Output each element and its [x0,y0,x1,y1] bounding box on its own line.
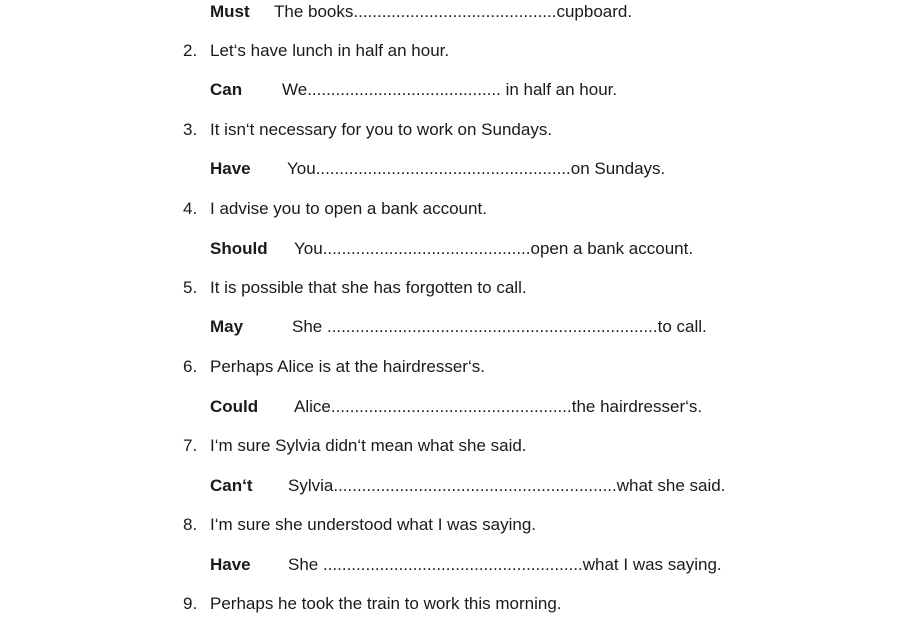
original-sentence: I advise you to open a bank account. [210,199,487,218]
item-number: 3. [183,120,198,139]
gap-fill-sentence: She .......................................................what I was saying. [288,555,722,574]
item-number: 8. [183,515,198,534]
modal-keyword: Can [210,80,243,99]
modal-keyword: Should [210,239,268,258]
original-sentence: It isn‘t necessary for you to work on Sundays. [210,120,553,139]
original-sentence: It is possible that she has forgotten to call. [210,278,527,297]
gap-fill-sentence: She ......................................................................to call. [292,317,707,336]
gap-fill-sentence: The books...........................................cupboard. [274,2,633,21]
gap-fill-sentence: You............................................open a bank account. [294,239,694,258]
gap-fill-sentence: You......................................................on Sundays. [287,159,666,178]
modal-keyword: Must [210,2,250,21]
original-sentence: I‘m sure Sylvia didn‘t mean what she said. [210,436,527,455]
gap-fill-sentence: Sylvia............................................................what she said. [288,476,726,495]
modal-keyword: Could [210,397,259,416]
item-number: 2. [183,41,198,60]
item-number: 5. [183,278,198,297]
original-sentence: I‘m sure she understood what I was saying. [210,515,536,534]
modal-keyword: Can‘t [210,476,253,495]
item-number: 7. [183,436,198,455]
original-sentence: Perhaps he took the train to work this morning. [210,594,562,613]
modal-keyword: May [210,317,244,336]
item-number: 4. [183,199,198,218]
modal-keyword: Have [210,159,251,178]
gap-fill-sentence: We......................................... in half an hour. [282,80,618,99]
gap-fill-sentence: Alice...................................................the hairdresser‘s. [294,397,703,416]
modal-keyword: Have [210,555,251,574]
original-sentence: Let‘s have lunch in half an hour. [210,41,450,60]
original-sentence: Perhaps Alice is at the hairdresser‘s. [210,357,485,376]
item-number: 6. [183,357,198,376]
item-number: 9. [183,594,198,613]
